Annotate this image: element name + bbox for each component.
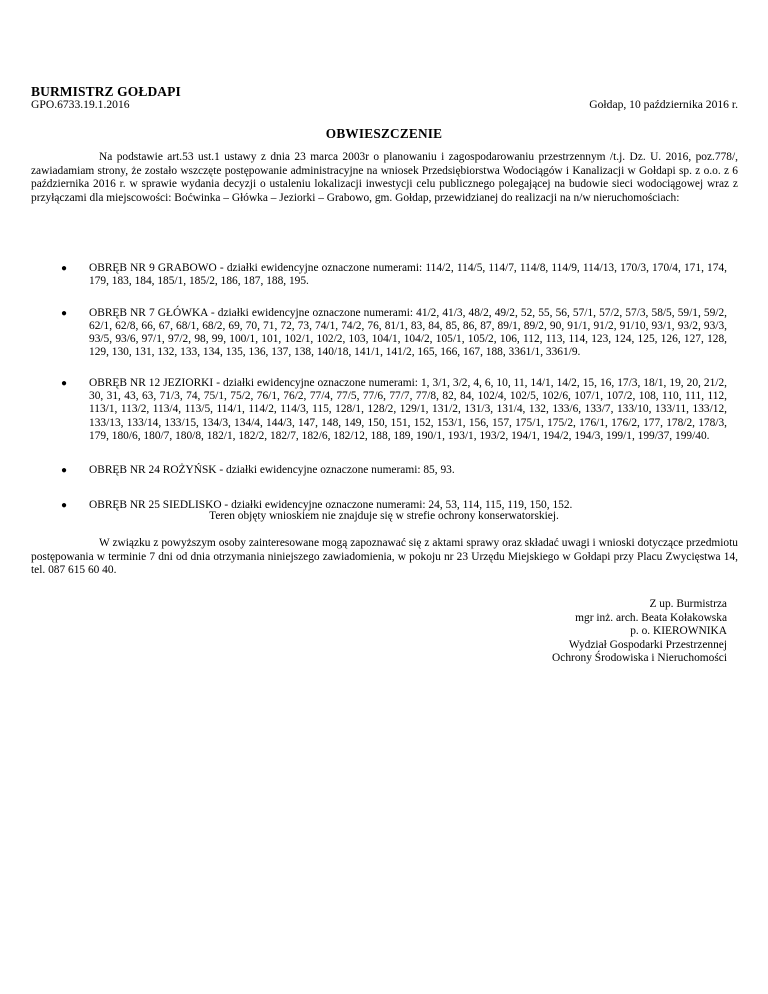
bullet-dot-icon: ● [61, 499, 68, 511]
reference-number: GPO.6733.19.1.2016 [31, 98, 130, 111]
parcel-text: OBRĘB NR 9 GRABOWO - działki ewidencyjne oznaczone numerami: 114/2, 114/5, 114/7, 114/8, 114/9, 114/13, 170/3, 170/4, 171, 174, 179, 183, 184, 185/1, 185/2, 186, 187, 188, 195. [89, 262, 727, 288]
bullet-dot-icon: ● [61, 377, 68, 389]
signatory-name: mgr inż. arch. Beata Kołakowska [575, 611, 727, 624]
parcel-item-grabowo [61, 262, 727, 289]
parcel-list [0, 257, 768, 512]
parcel-text: OBRĘB NR 25 SIEDLISKO - działki ewidencyjne oznaczone numerami: 24, 53, 114, 115, 119, 150, 152. [89, 498, 573, 511]
bullet-dot-icon: ● [61, 263, 68, 274]
signature-line: Z up. Burmistrza [649, 598, 727, 610]
signature-block [552, 598, 727, 666]
bullet-dot-icon: ● [61, 307, 68, 319]
parcel-text: OBRĘB NR 24 ROŻYŃSK - działki ewidencyjne oznaczone numerami: 85, 93. [89, 464, 455, 477]
bullet-dot-icon: ● [61, 465, 68, 477]
conservation-note: Teren objęty wnioskiem nie znajduje się w strefie ochrony konserwatorskiej. [209, 510, 559, 522]
parcel-text: OBRĘB NR 12 JEZIORKI - działki ewidencyjne oznaczone numerami: 1, 3/1, 3/2, 4, 6, 10, 11, 14/1, 14/2, 15, 16, 17/3, 18/1, 19, 20, 21/2, 30, 31, 43, 63, 71/3, 74, 75/1, 75/2, 76/1, 76/2, 77/4, 77/5, 77/6, 77/7, 77/8, 82, 84, 102/4, 102/5, 102/6, 107/1, 107/2, 108, 110, 111, 112, 113/1, 113/2, 113/4, 113/5, 114/1, 114/2, 114/3, 115, 128/1, 128/2, 129/1, 131/2, 131/3, 131/4, 132, 133/6, 133/7, 133/10, 133/11, 133/12, 133/13, 133/14, 133/15, 134/3, 134/4, 144/3, 147, 148, 149, 150, 151, 152, 153/1, 156, 157, 175/1, 175/2, 176/1, 176/2, 177, 178/2, 178/3, 179, 180/6, 180/7, 180/8, 182/1, 182/2, 182/7, 182/6, 182/12, 188, 189, 190/1, 193/1, 193/2, 194/1, 194/2, 194/3, 199/1, 199/37, 199/40. [89, 376, 727, 442]
parcel-item-glowka [61, 306, 727, 360]
department-line: Ochrony Środowiska i Nieruchomości [552, 652, 727, 665]
parcel-item-rozynsk [61, 464, 727, 477]
signatory-role: p. o. KIEROWNIKA [630, 625, 727, 638]
parcel-item-jeziorki [61, 376, 727, 443]
issuer-heading: BURMISTRZ GOŁDAPI [31, 84, 181, 99]
document-title: OBWIESZCZENIE [325, 126, 443, 141]
place-and-date: Gołdap, 10 października 2016 r. [589, 98, 738, 111]
intro-paragraph: Na podstawie art.53 ust.1 ustawy z dnia 23 marca 2003r o planowaniu i zagospodarowaniu przestrzennym /t.j. Dz. U. 2016, poz.778/, zawiadamiam strony, że zostało wszczęte postępowanie administracyjne na wniosek Przedsiębiorstwa Wodociągów i Kanalizacji w Gołdapi sp. z o.o. z 6 października 2016 r. w sprawie wydania decyzji o ustaleniu lokalizacji inwestycji celu publicznego polegającej na budowie sieci wodociągowej wraz z przyłączami dla miejscowości: Boćwinka – Główka – Jeziorki – Grabowo, gm. Gołdap, przewidzianej do realizacji na n/w nieruchomościach: [31, 151, 738, 204]
department-line: Wydział Gospodarki Przestrzennej [568, 638, 727, 651]
closing-paragraph: W związku z powyższym osoby zainteresowane mogą zapoznawać się z aktami sprawy oraz składać uwagi i wnioski dotyczące przedmiotu postępowania w terminie 7 dni od dnia otrzymania niniejszego zawiadomienia, w pokoju nr 23 Urzędu Miejskiego w Gołdapi przy Placu Zwycięstwa 14, tel. 087 615 60 40. [31, 537, 738, 576]
parcel-text: OBRĘB NR 7 GŁÓWKA - działki ewidencyjne oznaczone numerami: 41/2, 41/3, 48/2, 49/2, 52, 55, 56, 57/1, 57/2, 57/3, 58/5, 59/1, 59/2, 62/1, 62/8, 66, 67, 68/1, 68/2, 69, 70, 71, 72, 73, 74/1, 74/2, 76, 81/1, 83, 84, 85, 86, 87, 89/1, 89/2, 90, 91/1, 91/2, 91/10, 93/1, 93/2, 93/3, 93/5, 93/6, 97/1, 97/2, 98, 99, 100/1, 101, 102/1, 102/2, 103, 104/1, 104/2, 105/1, 105/2, 106, 112, 113, 114, 123, 124, 125, 126, 127, 128, 129, 130, 131, 132, 133, 134, 135, 136, 137, 138, 140/18, 141/1, 141/2, 165, 166, 167, 188, 3361/1, 3361/9. [89, 306, 727, 359]
